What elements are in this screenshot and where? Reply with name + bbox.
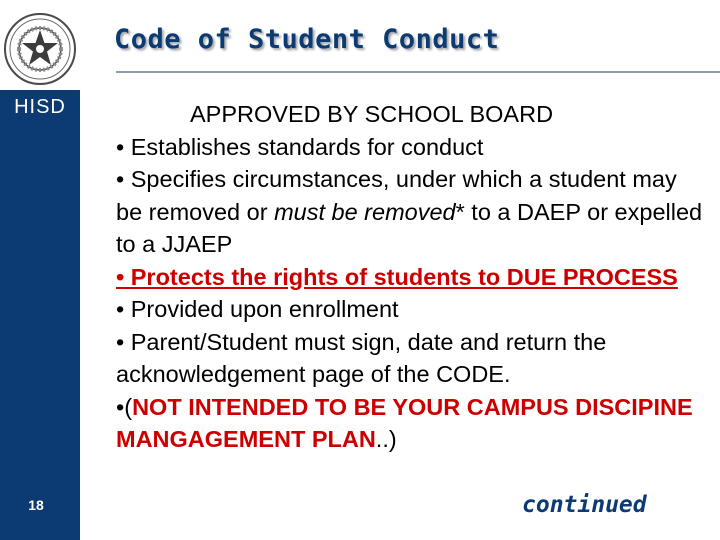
- section-heading: APPROVED BY SCHOOL BOARD: [190, 101, 554, 127]
- bullet-removal-text: • Specifies circumstances, under which a student may be removed or: [116, 166, 677, 225]
- bullet-sign-return: • Parent/Student must sign, date and return the acknowledgement page of the CODE.: [116, 328, 607, 387]
- slide-title: Code of Student Conduct: [114, 24, 500, 55]
- logo: [0, 0, 80, 90]
- bullet-removal-emphasis: must be removed: [274, 198, 456, 225]
- bullet-removal: [116, 163, 706, 261]
- bullet-not-intended-open: •(: [116, 393, 133, 420]
- continued-label: continued: [522, 492, 647, 518]
- bullet-not-intended-text: NOT INTENDED TO BE YOUR CAMPUS DISCIPINE MANGAGEMENT PLAN: [116, 393, 693, 452]
- page-number: 18: [28, 497, 44, 513]
- slide-body: [116, 98, 706, 456]
- bullet-removal-text-end: * to a DAEP or expelled to a JJAEP: [116, 198, 703, 257]
- bullet-enrollment: • Provided upon enrollment: [116, 296, 399, 322]
- bullet-standards: • Establishes standards for conduct: [116, 133, 484, 160]
- bullet-not-intended-close: ..): [375, 426, 397, 452]
- org-abbreviation: HISD: [14, 96, 66, 118]
- district-seal-icon: [3, 12, 77, 86]
- title-divider: [116, 71, 720, 73]
- bullet-due-process: [116, 261, 706, 294]
- sidebar: [0, 0, 80, 540]
- bullet-due-process-text: • Protects the rights of students to DUE PROCESS: [116, 263, 678, 290]
- bullet-not-intended: [116, 391, 706, 456]
